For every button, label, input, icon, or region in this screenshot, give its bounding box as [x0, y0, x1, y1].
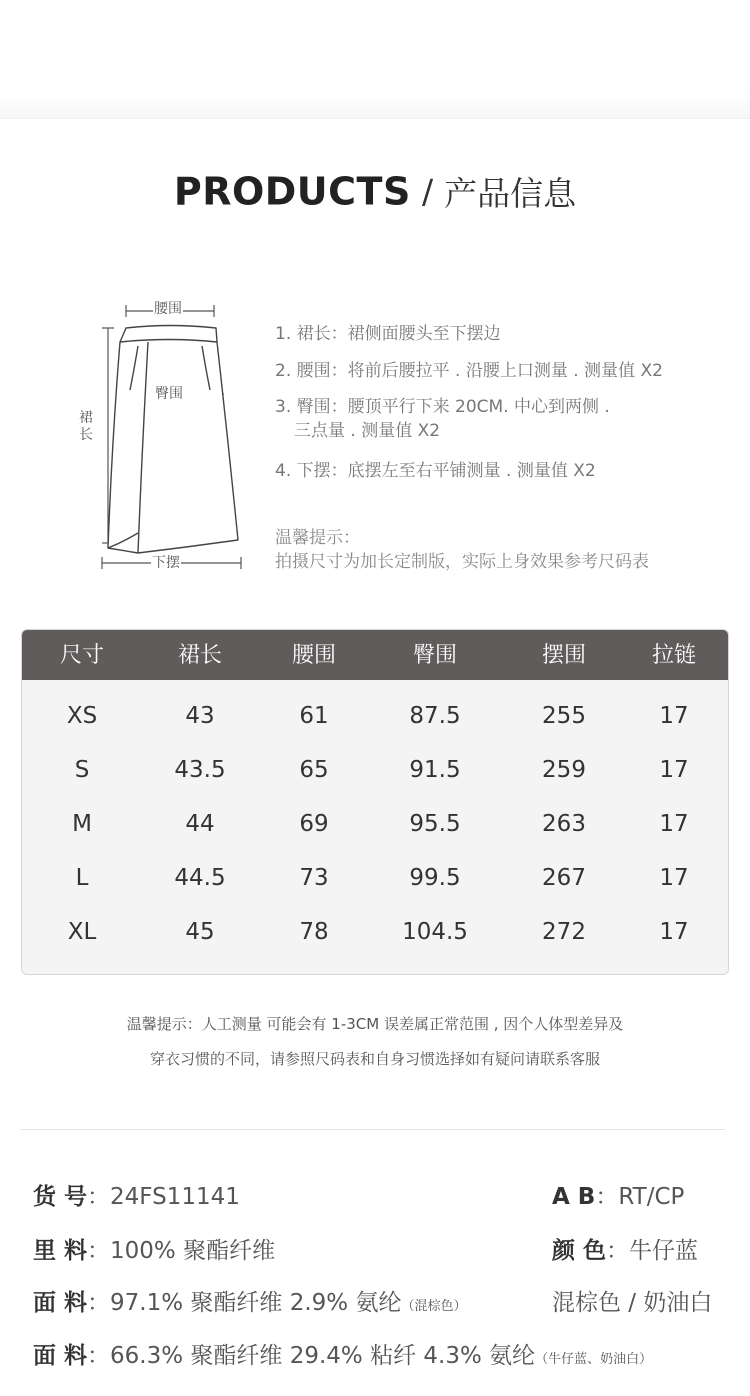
hem-label: 下摆 [152, 555, 180, 571]
table-cell: 104.5 [402, 919, 468, 945]
divider [20, 1129, 725, 1130]
spec-color-2 [552, 1288, 712, 1318]
table-cell: 45 [185, 919, 215, 945]
table-cell: 95.5 [409, 811, 461, 837]
top-band [0, 0, 750, 119]
table-row [22, 797, 728, 851]
spec-value: 24FS11141 [110, 1184, 240, 1210]
length-label: 裙长 [78, 410, 96, 444]
spec-label: 颜 色 [552, 1238, 607, 1264]
table-cell: 263 [542, 811, 586, 837]
table-cell: 69 [299, 811, 329, 837]
size-table [21, 629, 729, 975]
title-chinese: 产品信息 [444, 174, 577, 213]
photo-tip-text: 拍摄尺寸为加长定制版，实际上身效果参考尺码表 [275, 552, 649, 572]
spec-value: 混棕色 / 奶油白 [552, 1290, 713, 1316]
spec-label: 面 料 [33, 1290, 88, 1316]
spec-value: 66.3% 聚酯纤维 29.4% 粘纤 4.3% 氨纶 [110, 1343, 536, 1369]
table-cell: 17 [659, 919, 689, 945]
footnote-line2: 穿衣习惯的不同，请参照尺码表和自身习惯选择如有疑问请联系客服 [149, 1050, 600, 1068]
table-cell: L [75, 865, 89, 891]
table-row [22, 743, 728, 797]
note-length: 1. 裙长：裙侧面腰头至下摆边 [275, 324, 501, 344]
spec-color: 颜 色：牛仔蓝 [552, 1238, 699, 1264]
spec-lining: 里 料：100% 聚酯纤维 [33, 1238, 276, 1264]
table-cell: 17 [659, 865, 689, 891]
spec-value: 97.1% 聚酯纤维 2.9% 氨纶 [110, 1290, 402, 1316]
table-cell: 73 [299, 865, 329, 891]
spec-ab: A B：RT/CP [552, 1184, 685, 1210]
spec-fabric-2: 面 料：66.3% 聚酯纤维 29.4% 粘纤 4.3% 氨纶（牛仔蓝、奶油白） [33, 1343, 653, 1369]
table-cell: 43 [185, 703, 215, 729]
size-table-header [22, 630, 728, 680]
header-hem: 摆围 [541, 643, 586, 668]
table-cell: 78 [299, 919, 329, 945]
table-cell: 99.5 [409, 865, 461, 891]
table-cell: 43.5 [174, 757, 226, 783]
spec-label: A B [552, 1184, 596, 1210]
spec-value: 牛仔蓝 [629, 1238, 699, 1264]
note-hem: 4. 下摆：底摆左至右平铺测量 . 测量值 X2 [275, 461, 596, 481]
spec-note: （牛仔蓝、奶油白） [535, 1352, 653, 1367]
header-zipper: 拉链 [651, 643, 696, 668]
table-cell: 267 [542, 865, 586, 891]
table-cell: 44.5 [174, 865, 226, 891]
photo-tip [275, 526, 649, 574]
footnote-line1: 温馨提示：人工测量 可能会有 1-3CM 误差属正常范围 , 因个人体型差异及 [126, 1015, 624, 1033]
table-cell: 272 [542, 919, 586, 945]
spec-value: 100% 聚酯纤维 [110, 1238, 276, 1264]
header-size: 尺寸 [59, 643, 104, 668]
table-cell: 17 [659, 757, 689, 783]
title-separator: / [421, 172, 434, 211]
table-row [22, 851, 728, 905]
hip-label: 臀围 [155, 386, 183, 402]
spec-label: 货 号 [33, 1184, 88, 1210]
table-cell: 255 [542, 703, 586, 729]
table-cell: XL [67, 919, 97, 945]
table-cell: XS [66, 703, 98, 729]
table-cell: 61 [299, 703, 329, 729]
note-waist: 2. 腰围：将前后腰拉平 . 沿腰上口测量 . 测量值 X2 [275, 361, 663, 381]
table-cell: S [74, 757, 90, 783]
spec-item-number: 货 号：24FS11141 [33, 1184, 240, 1210]
table-cell: 44 [185, 811, 215, 837]
table-cell: 17 [659, 811, 689, 837]
photo-tip-title: 温馨提示： [275, 528, 360, 548]
section-title [0, 168, 750, 215]
table-cell: 91.5 [409, 757, 461, 783]
header-hip: 臀围 [412, 643, 457, 668]
table-cell: 87.5 [409, 703, 461, 729]
spec-label: 面 料 [33, 1343, 88, 1369]
spec-value: RT/CP [618, 1184, 685, 1210]
table-row [22, 905, 728, 959]
table-cell: 65 [299, 757, 329, 783]
table-cell: 17 [659, 703, 689, 729]
header-waist: 腰围 [291, 643, 336, 668]
table-cell: 259 [542, 757, 586, 783]
spec-label: 里 料 [33, 1238, 88, 1264]
table-row [22, 689, 728, 743]
spec-note: （混棕色） [401, 1299, 467, 1314]
spec-fabric-1: 面 料：97.1% 聚酯纤维 2.9% 氨纶（混棕色） [33, 1290, 467, 1316]
header-length: 裙长 [177, 643, 222, 668]
skirt-measurement-diagram [68, 290, 258, 580]
note-hip: 3. 臀围：腰顶平行下来 20CM. 中心到两侧 . 三点量 . 测量值 X2 [275, 397, 610, 441]
title-english: PRODUCTS [173, 169, 411, 214]
skirt-sketch-icon [68, 290, 258, 580]
waist-label: 腰围 [154, 301, 182, 317]
table-cell: M [72, 811, 92, 837]
